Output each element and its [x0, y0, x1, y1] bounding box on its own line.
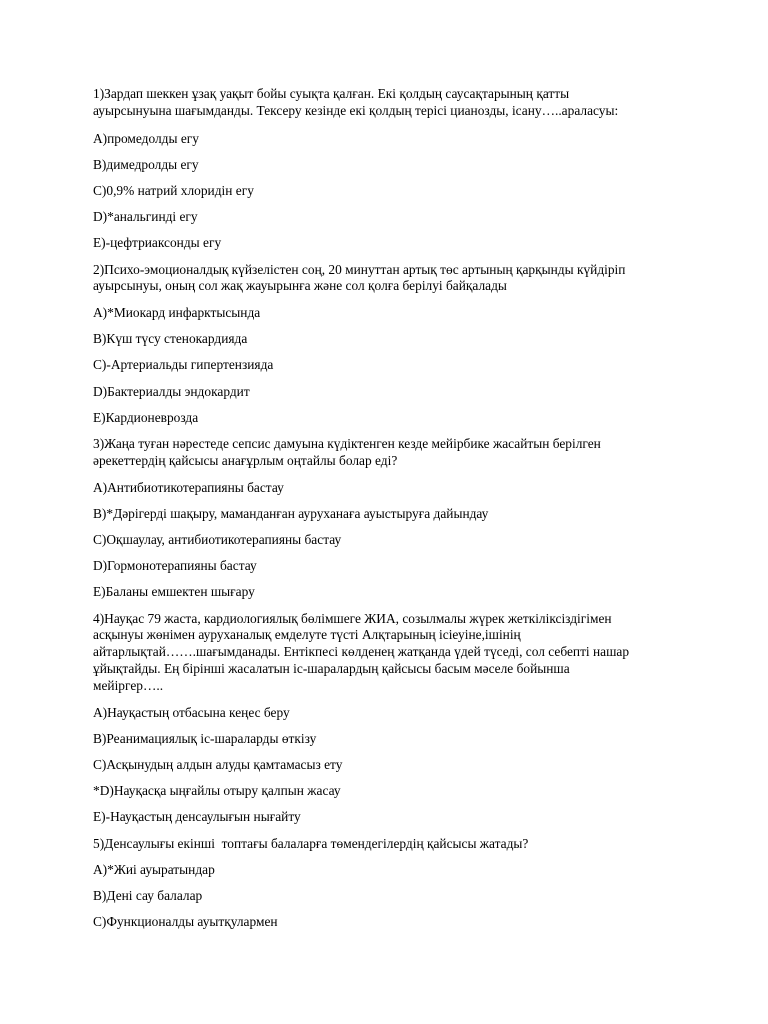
question-3-option-b: В)*Дәрігерді шақыру, маманданған ауруханаға ауыстыруға дайындау — [93, 506, 489, 521]
question-1-option-d: D)*анальгинді егу — [93, 209, 198, 224]
question-4-stem-line-1: 4)Науқас 79 жаста, кардиологиялық бөлімшеге ЖИА, созылмалы жүрек жеткіліксіздігімен — [93, 611, 612, 626]
question-5-stem-line-1: 5)Денсаулығы екінші топтағы балаларға төмендегілердің қайсысы жатады? — [93, 836, 529, 851]
question-1-stem-line-2: ауырсынуына шағымданды. Тексеру кезінде екі қолдың терісі цианозды, ісану…..араласуы: — [93, 103, 619, 118]
question-1-stem-line-1: 1)Зардап шеккен ұзақ уақыт бойы суықта қалған. Екі қолдың саусақтарының қатты — [93, 86, 570, 101]
question-3-option-c: С)Оқшаулау, антибиотикотерапияны бастау — [93, 532, 342, 547]
question-5-option-c: С)Функционалды ауытқулармен — [93, 914, 278, 929]
question-4-stem-line-4: ұйықтайды. Ең бірінші жасалатын іс-шаралардың қайсысы басым мәселе бойынша — [93, 661, 570, 676]
question-5-option-b: В)Дені сау балалар — [93, 888, 203, 903]
question-1-option-c: С)0,9% натрий хлоридін егу — [93, 183, 254, 198]
question-3-option-e: Е)Баланы емшектен шығару — [93, 584, 255, 599]
question-3-option-d: D)Гормонотерапияны бастау — [93, 558, 257, 573]
question-1-option-a: А)промедолды егу — [93, 131, 199, 146]
question-2-option-c: С)-Артериальды гипертензияда — [93, 357, 274, 372]
question-4-stem-line-3: айтарлықтай…….шағымданады. Ентікпесі көлденең жатқанда үдей түседі, сол себепті нашар — [93, 644, 630, 659]
question-1-option-b: В)димедролды егу — [93, 157, 199, 172]
question-2-stem-line-2: ауырсынуы, оның сол жақ жауырынға және сол қолға берілуі байқалады — [93, 278, 507, 293]
question-3-stem-line-1: 3)Жаңа туған нәрестеде сепсис дамуына күдіктенген кезде мейірбике жасайтын берілген — [93, 436, 601, 451]
question-2-option-d: D)Бактериалды эндокардит — [93, 384, 250, 399]
question-4-option-e: Е)-Науқастың денсаулығын нығайту — [93, 809, 301, 824]
question-2-option-e: Е)Кардионеврозда — [93, 410, 199, 425]
question-4-option-b: В)Реанимациялық іс-шараларды өткізу — [93, 731, 317, 746]
question-3-option-a: А)Антибиотикотерапияны бастау — [93, 480, 284, 495]
question-4-stem-line-2: асқынуы жөнімен ауруханалық емделуте түсті Алқтарының ісіеуіне,ішінің — [93, 627, 521, 642]
question-4-option-d: *D)Науқасқа ыңғайлы отыру қалпын жасау — [93, 783, 341, 798]
question-4-option-a: А)Науқастың отбасына кеңес беру — [93, 705, 290, 720]
question-4-stem-line-5: мейіргер….. — [93, 678, 164, 693]
question-2-option-a: А)*Миокард инфарктысында — [93, 305, 261, 320]
question-2-option-b: В)Күш түсу стенокардияда — [93, 331, 248, 346]
question-1-option-e: Е)-цефтриаксонды егу — [93, 235, 222, 250]
question-3-stem-line-2: әрекеттердің қайсысы анағұрлым оңтайлы болар еді? — [93, 453, 398, 468]
question-2-stem-line-1: 2)Психо-эмоционалдық күйзелістен соң, 20 минуттан артық төс артының қарқынды күйдіріп — [93, 262, 626, 277]
question-4-option-c: С)Асқынудың алдын алуды қамтамасыз ету — [93, 757, 343, 772]
question-5-option-a: А)*Жиі ауыратындар — [93, 862, 215, 877]
